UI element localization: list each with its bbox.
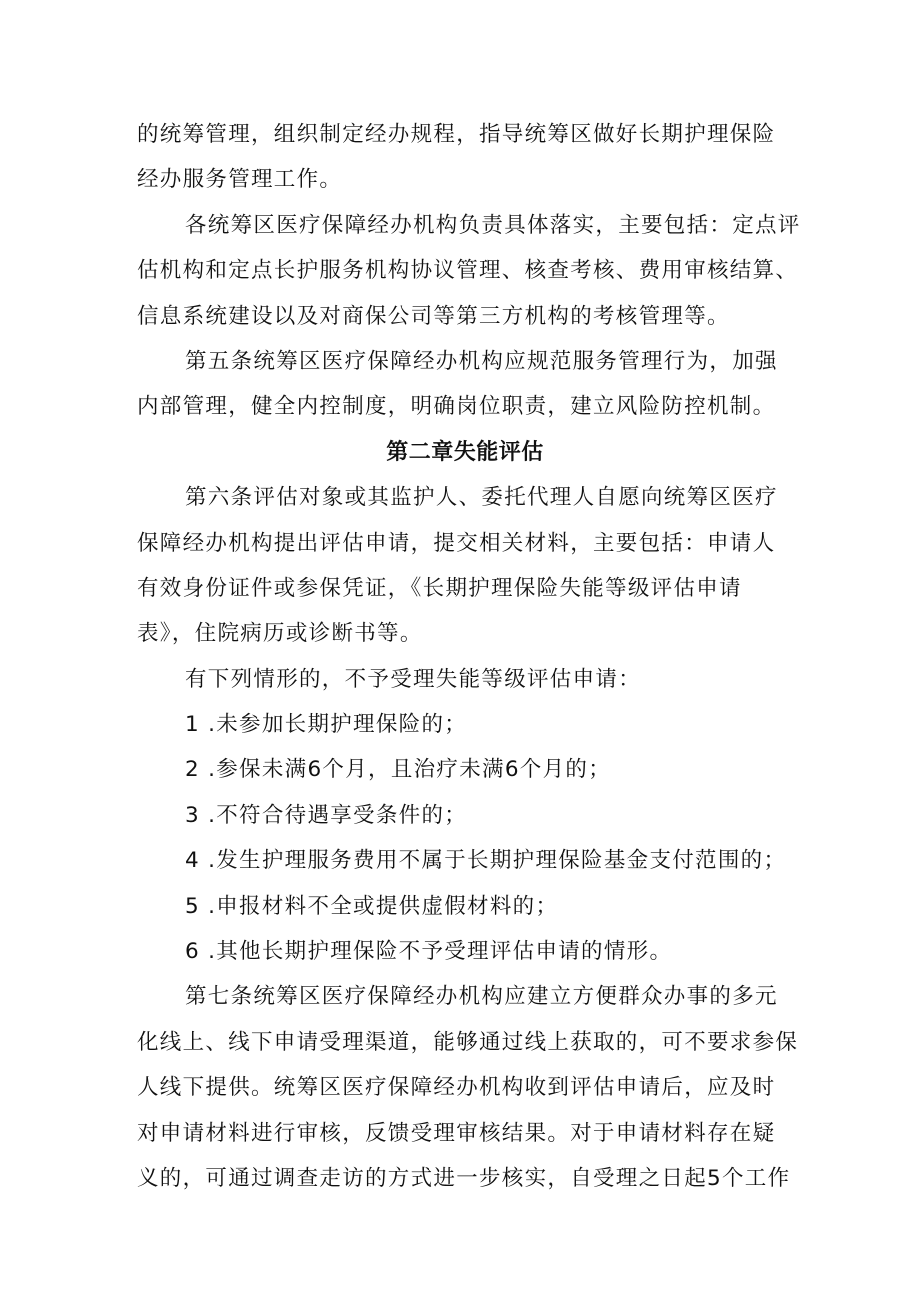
text-line: 内部管理，健全内控制度，明确岗位职责，建立风险防控机制。 bbox=[137, 394, 776, 420]
paragraph-start: 各统筹区医疗保障经办机构负责具体落实，主要包括：定点评 bbox=[185, 212, 801, 238]
text-line: 义的，可通过调查走访的方式进一步核实，自受理之日起5个工作 bbox=[137, 1165, 791, 1191]
text-line: 有效身份证件或参保凭证，《长期护理保险失能等级评估申请 bbox=[137, 575, 742, 601]
list-item-5: 5 .申报材料不全或提供虚假材料的； bbox=[185, 893, 559, 919]
text-line: 信息系统建设以及对商保公司等第三方机构的考核管理等。 bbox=[137, 303, 730, 329]
text-line: 表》，住院病历或诊断书等。 bbox=[137, 621, 423, 647]
text-line: 对申请材料进行审核，反馈受理审核结果。对于申请材料存在疑 bbox=[137, 1120, 776, 1146]
list-item-4: 4 .发生护理服务费用不属于长期护理保险基金支付范围的； bbox=[185, 848, 787, 874]
article-six-start: 第六条评估对象或其监护人、委托代理人自愿向统筹区医疗 bbox=[185, 485, 778, 511]
article-seven-start: 第七条统筹区医疗保障经办机构应建立方便群众办事的多元 bbox=[185, 984, 778, 1010]
text-line: 保障经办机构提出评估申请，提交相关材料，主要包括：申请人 bbox=[137, 530, 776, 556]
text-line: 的统筹管理，组织制定经办规程，指导统筹区做好长期护理保险 bbox=[137, 122, 776, 147]
document-body bbox=[137, 112, 801, 1201]
list-item-1: 1 .未参加长期护理保险的； bbox=[185, 712, 468, 738]
list-item-2: 2 .参保未满6个月，且治疗未满6个月的； bbox=[185, 757, 612, 783]
article-five-start: 第五条统筹区医疗保障经办机构应规范服务管理行为，加强 bbox=[185, 348, 778, 374]
text-line: 人线下提供。统筹区医疗保障经办机构收到评估申请后，应及时 bbox=[137, 1075, 776, 1101]
list-item-3: 3 .不符合待遇享受条件的； bbox=[185, 802, 468, 828]
text-line: 化线上、线下申请受理渠道，能够通过线上获取的，可不要求参保 bbox=[137, 1029, 799, 1055]
text-line: 经办服务管理工作。 bbox=[137, 167, 343, 193]
chapter-heading: 第二章失能评估 bbox=[386, 439, 544, 465]
list-item-6: 6 .其他长期护理保险不予受理评估申请的情形。 bbox=[185, 939, 673, 965]
text-line: 估机构和定点长护服务机构协议管理、核查考核、费用审核结算、 bbox=[137, 258, 799, 284]
list-intro: 有下列情形的，不予受理失能等级评估申请： bbox=[185, 666, 642, 692]
